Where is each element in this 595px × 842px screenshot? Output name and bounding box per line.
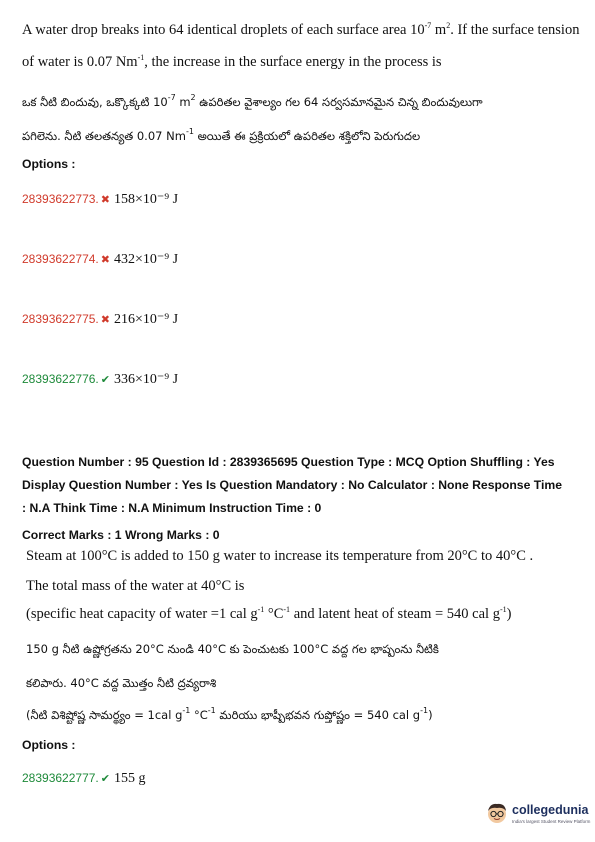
check-icon: ✔	[100, 772, 110, 785]
option-row[interactable]	[22, 769, 145, 787]
option-row[interactable]	[22, 310, 178, 328]
option-row[interactable]	[22, 370, 178, 388]
option-id: 28393622773.	[22, 192, 99, 206]
q95-text-te-line1: 150 g నీటి ఉష్ణోగ్రతను 20°C నుండి 40°C కు పెంచుటకు 100°C వద్ద గల భాష్పంను నీటికి	[26, 642, 439, 656]
q95-text-te-line2: కలిపారు. 40°C వద్ద మొత్తం నీటి ద్రవ్యరాశి	[26, 676, 217, 690]
q94-options-label: Options :	[22, 157, 76, 171]
check-icon: ✔	[100, 373, 110, 386]
q95-text-en-line2: The total mass of the water at 40°C is	[26, 578, 245, 594]
q95-text-en-line1: Steam at 100°C is added to 150 g water to increase its temperature from 20°C to 40°C .	[26, 548, 534, 564]
q95-meta-line2: Display Question Number : Yes Is Question Mandatory : No Calculator : None Response Time	[22, 478, 562, 492]
q95-meta-line1: Question Number : 95 Question Id : 2839365695 Question Type : MCQ Option Shuffling : Yes	[22, 455, 555, 469]
option-row[interactable]	[22, 250, 178, 268]
option-value: 216×10⁻⁹ J	[113, 312, 179, 327]
cross-icon: ✖	[100, 253, 110, 266]
logo-wordmark: collegedunia	[512, 803, 589, 817]
cross-icon: ✖	[100, 313, 110, 326]
q94-text-te-line1: ఒక నీటి బిందువు, ఒక్కొక్కటి $10^{-7}$ $m^2$ ఉపరితల వైశాల్యం గల 64 సర్వసమానమైన చిన్న బిందువులుగా	[22, 93, 483, 109]
mascot-icon	[486, 802, 508, 824]
option-value: 158×10⁻⁹ J	[113, 192, 179, 207]
q95-text-te-line3: (నీటి విశిష్టోష్ణ సామర్థ్యం = 1cal $g^{-1}$ $^\circ C^{-1}$ మరియు భాష్పీభవన గుప్తోష్ణం = 540 cal $g^{-1}$)	[26, 706, 433, 722]
option-id: 28393622775.	[22, 312, 99, 326]
q94-text-en-line1: A water drop breaks into 64 identical droplets of each surface area $10^{-7}$ $m^2$. If the surface tension	[22, 21, 580, 38]
q95-marks: Correct Marks : 1 Wrong Marks : 0	[22, 528, 220, 542]
logo-tagline: India's largest Student Review Platform	[512, 819, 591, 824]
cross-icon: ✖	[100, 193, 110, 206]
q95-text-en-line3: (specific heat capacity of water =1 cal $g^{-1}$ $^\circ C^{-1}$ and latent heat of steam = 540 cal $g^{-1}$)	[26, 605, 512, 622]
q95-options-label: Options :	[22, 738, 76, 752]
option-value: 336×10⁻⁹ J	[113, 372, 179, 387]
q95-meta-line3: : N.A Think Time : N.A Minimum Instruction Time : 0	[22, 501, 322, 515]
option-id: 28393622774.	[22, 252, 99, 266]
collegedunia-logo	[486, 800, 591, 828]
option-id: 28393622776.	[22, 372, 99, 386]
option-id: 28393622777.	[22, 771, 99, 785]
q94-text-en-line2: of water is 0.07 $Nm^{-1}$, the increase in the surface energy in the process is	[22, 53, 442, 70]
option-value: 155 g	[113, 771, 146, 786]
option-value: 432×10⁻⁹ J	[113, 252, 179, 267]
q94-text-te-line2: పగిలెను. నీటి తలతన్యత 0.07 $Nm^{-1}$ అయితే ఈ ప్రక్రియలో ఉపరితల శక్తిలోని పెరుగుదల	[22, 127, 421, 143]
option-row[interactable]	[22, 190, 178, 208]
